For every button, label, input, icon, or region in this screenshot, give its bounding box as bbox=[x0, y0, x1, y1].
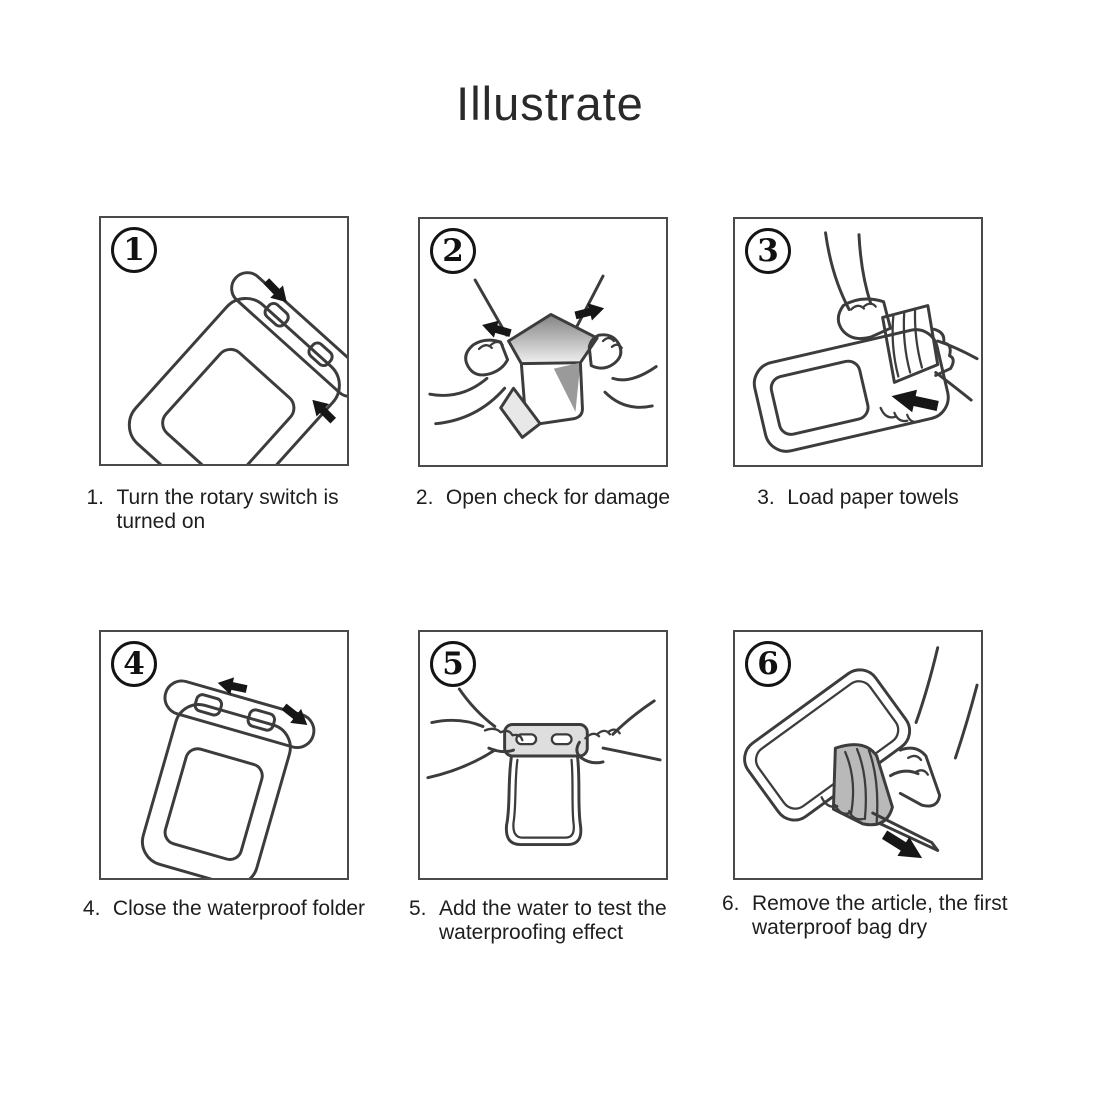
step-caption-4 bbox=[74, 897, 374, 921]
right-arm-sketch bbox=[605, 367, 656, 408]
step-panel-6 bbox=[733, 630, 983, 880]
step-caption-number: 1. bbox=[86, 486, 105, 509]
step-caption-text: Remove the article, the first waterproof bag dry bbox=[752, 892, 1008, 940]
page-title: Illustrate bbox=[456, 77, 644, 130]
step-caption-number: 5. bbox=[409, 897, 427, 920]
step-caption-text: Open check for damage bbox=[445, 486, 671, 509]
bag-inner-shadow bbox=[554, 363, 581, 412]
bag-flap bbox=[501, 388, 540, 437]
arrow-left-icon bbox=[889, 385, 940, 417]
bag-opening bbox=[509, 314, 598, 363]
top-knuckles bbox=[851, 304, 876, 310]
step-caption-number: 6. bbox=[722, 892, 740, 915]
right-thumb bbox=[890, 771, 918, 775]
pouch-outline bbox=[109, 266, 347, 464]
step-caption-number: 3. bbox=[757, 486, 775, 509]
step-number-badge: 1 bbox=[111, 227, 157, 273]
bag-outline bbox=[750, 325, 953, 455]
step-caption-number: 2. bbox=[415, 486, 434, 509]
step-caption-text: Close the waterproof folder bbox=[112, 897, 366, 920]
step-number-badge: 4 bbox=[111, 641, 157, 687]
arrow-left-icon bbox=[480, 316, 513, 341]
step-caption-6 bbox=[716, 892, 1016, 940]
step-caption-1 bbox=[74, 486, 374, 534]
step-caption-text: Add the water to test the waterproofing effect bbox=[439, 897, 667, 945]
arrow-down-right-icon bbox=[879, 825, 928, 867]
right-arm-sketch bbox=[916, 648, 977, 758]
pull-cord-right bbox=[575, 276, 603, 329]
left-knuckles bbox=[479, 342, 503, 349]
step-caption-3 bbox=[708, 486, 1008, 510]
bag-body-inner bbox=[513, 760, 573, 838]
towel-stack-lines bbox=[893, 309, 922, 377]
bar-slot-right bbox=[552, 734, 572, 744]
step-number-badge: 2 bbox=[430, 228, 476, 274]
left-arm-sketch bbox=[430, 378, 505, 423]
step-caption-2 bbox=[393, 486, 693, 510]
step-panel-2 bbox=[418, 217, 668, 467]
left-arm-sketch bbox=[428, 689, 495, 778]
step-panel-4 bbox=[99, 630, 349, 880]
under-bag-fingers bbox=[881, 408, 919, 422]
right-hand-sketch bbox=[900, 748, 939, 806]
step-number-badge: 5 bbox=[430, 641, 476, 687]
step-panel-1 bbox=[99, 216, 349, 466]
step-panel-5 bbox=[418, 630, 668, 880]
step-number-badge: 6 bbox=[745, 641, 791, 687]
step-caption-5 bbox=[393, 897, 693, 945]
step-panel-3 bbox=[733, 217, 983, 467]
step-caption-text: Load paper towels bbox=[787, 486, 959, 509]
step-caption-number: 4. bbox=[82, 897, 101, 920]
step-number-badge: 3 bbox=[745, 228, 791, 274]
step-caption-text: Turn the rotary switch is turned on bbox=[116, 486, 339, 534]
